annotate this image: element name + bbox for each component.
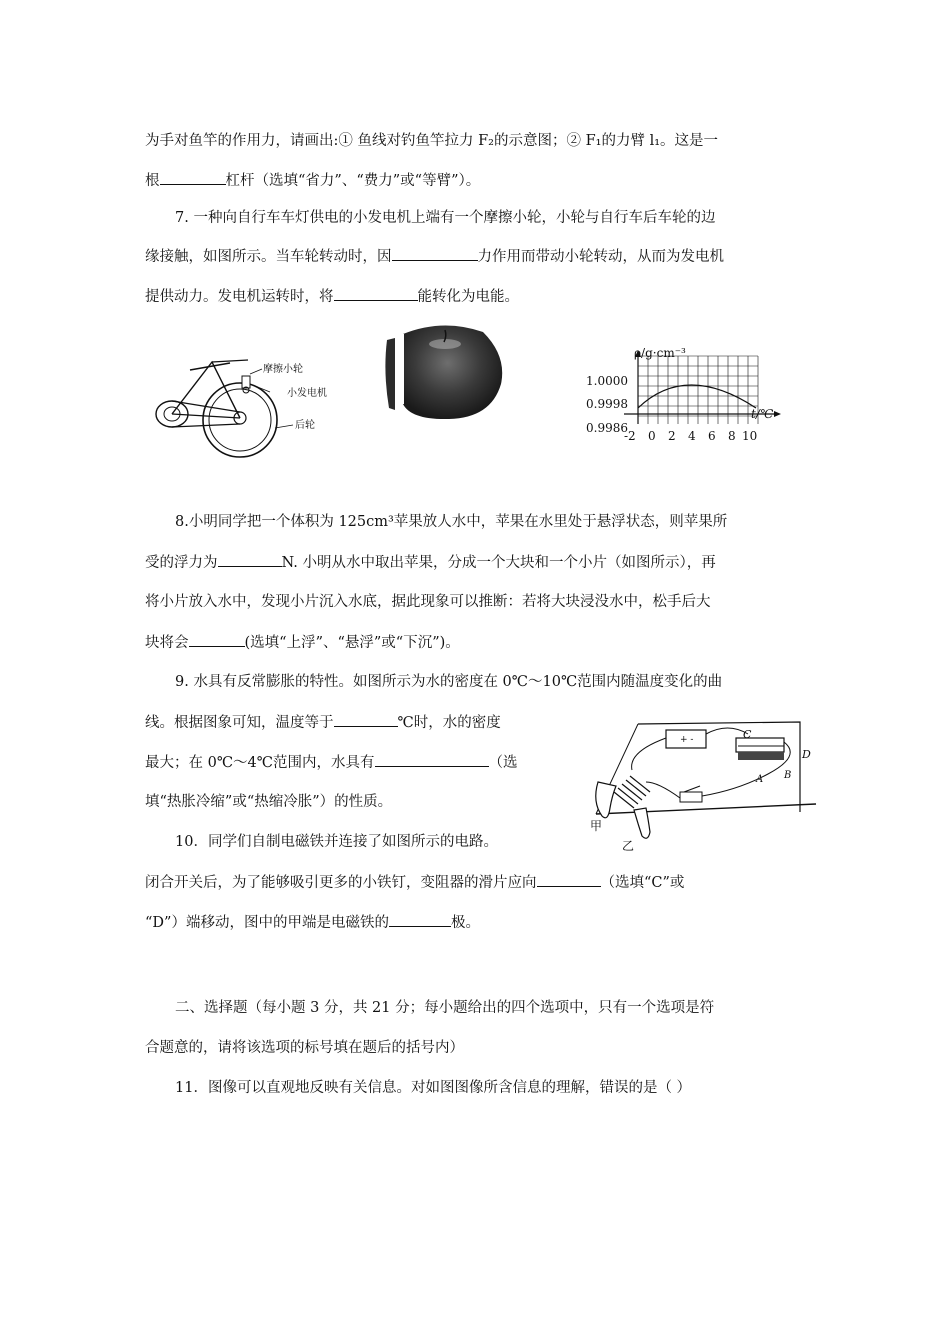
rheostat-terminal-a-label: A [756, 774, 764, 785]
answer-blank-max-density-temp[interactable] [334, 712, 398, 727]
q8-line-2 [145, 552, 716, 573]
q8-line-4-prefix: 块将会 [145, 635, 189, 651]
answer-blank-float-state[interactable] [189, 632, 245, 647]
q8-line-2-suffix: N. 小明从水中取出苹果，分成一个大块和一个小片（如图所示），再 [281, 555, 716, 571]
section-2-heading-line-2: 合题意的，请将该选项的标号填在题后的括号内） [145, 1040, 464, 1056]
y-tick-3: 0.9986 [586, 421, 628, 435]
answer-blank-magnet-pole[interactable] [389, 912, 451, 927]
electromagnet-end-yi-label: 乙 [622, 839, 635, 853]
q6-line-2 [145, 170, 480, 191]
answer-blank-force[interactable] [392, 246, 478, 261]
q9-line-3 [145, 752, 518, 773]
density-temperature-graph [576, 342, 796, 444]
q9-line-1: 9. 水具有反常膨胀的特性。如图所示为水的密度在 0℃～10℃范围内随温度变化的曲 [175, 674, 723, 690]
q8-line-4-suffix: (选填“上浮”、“悬浮”或“下沉”)。 [244, 635, 460, 651]
rheostat-end-d-label: D [802, 748, 811, 761]
q7-line-1: 7. 一种向自行车车灯供电的小发电机上端有一个摩擦小轮，小轮与自行车后车轮的边 [175, 210, 716, 226]
q7-line-3-suffix: 能转化为电能。 [417, 289, 519, 305]
answer-blank-energy[interactable] [334, 286, 418, 301]
x-tick-0: 0 [648, 429, 656, 443]
q7-line-2-prefix: 缘接触，如图所示。当车轮转动时，因 [145, 249, 392, 265]
bicycle-generator-figure [150, 350, 350, 462]
q10-line-3-prefix: “D”）端移动，图中的甲端是电磁铁的 [145, 915, 389, 931]
q7-line-2-suffix: 力作用而带动小轮转动，从而为发电机 [477, 249, 724, 265]
q8-line-2-prefix: 受的浮力为 [145, 555, 218, 571]
q10-line-2-suffix: （选填“C”或 [600, 875, 685, 891]
x-tick-2: 2 [668, 429, 676, 443]
rheostat-end-c-label: C [743, 728, 752, 741]
svg-text:+ -: + - [680, 735, 694, 745]
q10-line-1: 10．同学们自制电磁铁并连接了如图所示的电路。 [175, 834, 498, 850]
q9-line-2-prefix: 线。根据图象可知，温度等于 [145, 715, 334, 731]
generator-label: 小发电机 [287, 388, 327, 399]
electromagnet-end-jia-label: 甲 [590, 819, 603, 833]
q10-line-3 [145, 912, 480, 933]
q8-line-4 [145, 632, 460, 653]
q7-line-3-prefix: 提供动力。发电机运转时，将 [145, 289, 334, 305]
q10-line-2-prefix: 闭合开关后，为了能够吸引更多的小铁钉，变阻器的滑片应向 [145, 875, 537, 891]
q8-line-3: 将小片放入水中，发现小片沉入水底，据此现象可以推断：若将大块浸没水中，松手后大 [145, 594, 711, 610]
section-2-heading-line-1: 二、选择题（每小题 3 分，共 21 分；每小题给出的四个选项中，只有一个选项是符 [175, 1000, 715, 1016]
q9-line-3-prefix: 最大；在 0℃～4℃范围内，水具有 [145, 755, 375, 771]
x-tick-10: 10 [742, 429, 758, 443]
answer-blank-expansion-property[interactable] [375, 752, 489, 767]
q10-line-2 [145, 872, 684, 893]
y-tick-2: 0.9998 [586, 397, 628, 411]
answer-blank-buoyancy[interactable] [218, 552, 282, 567]
q6-line-1: 为手对鱼竿的作用力，请画出:① 鱼线对钓鱼竿拉力 F₂的示意图；② F₁的力臂 l₁。这是一 [145, 133, 719, 149]
answer-blank-slider-direction[interactable] [537, 872, 601, 887]
x-tick-4: 4 [688, 429, 696, 443]
q6-line-2-prefix: 根 [145, 173, 160, 189]
q7-line-2 [145, 246, 724, 267]
friction-wheel-label: 摩擦小轮 [263, 364, 303, 375]
x-axis-label: t/℃ [751, 407, 774, 421]
q9-line-2-suffix: ℃时，水的密度 [397, 715, 501, 731]
electromagnet-circuit-figure [588, 712, 818, 862]
q9-line-2 [145, 712, 501, 733]
x-tick-8: 8 [728, 429, 736, 443]
y-axis-label: ρ/g·cm⁻³ [634, 346, 686, 360]
y-tick-1: 1.0000 [586, 374, 628, 388]
q6-line-2-suffix: 杠杆（选填“省力”、“费力”或“等臂”）。 [225, 173, 481, 189]
apple-photo [383, 322, 508, 420]
q7-line-3 [145, 286, 519, 307]
q10-line-3-suffix: 极。 [450, 915, 480, 931]
q11-text: 11．图像可以直观地反映有关信息。对如图图像所含信息的理解，错误的是（ ） [175, 1080, 692, 1096]
x-tick-6: 6 [708, 429, 716, 443]
q8-line-1: 8.小明同学把一个体积为 125cm³苹果放人水中，苹果在水里处于悬浮状态，则苹果所 [175, 514, 728, 530]
answer-blank-lever-type[interactable] [160, 170, 226, 185]
rheostat-terminal-b-label: B [784, 770, 792, 781]
q9-line-4: 填“热胀冷缩”或“热缩冷胀”）的性质。 [145, 794, 393, 810]
x-tick-neg2: -2 [624, 429, 636, 443]
rear-wheel-label: 后轮 [295, 420, 315, 431]
q9-line-3-suffix: （选 [488, 755, 518, 771]
